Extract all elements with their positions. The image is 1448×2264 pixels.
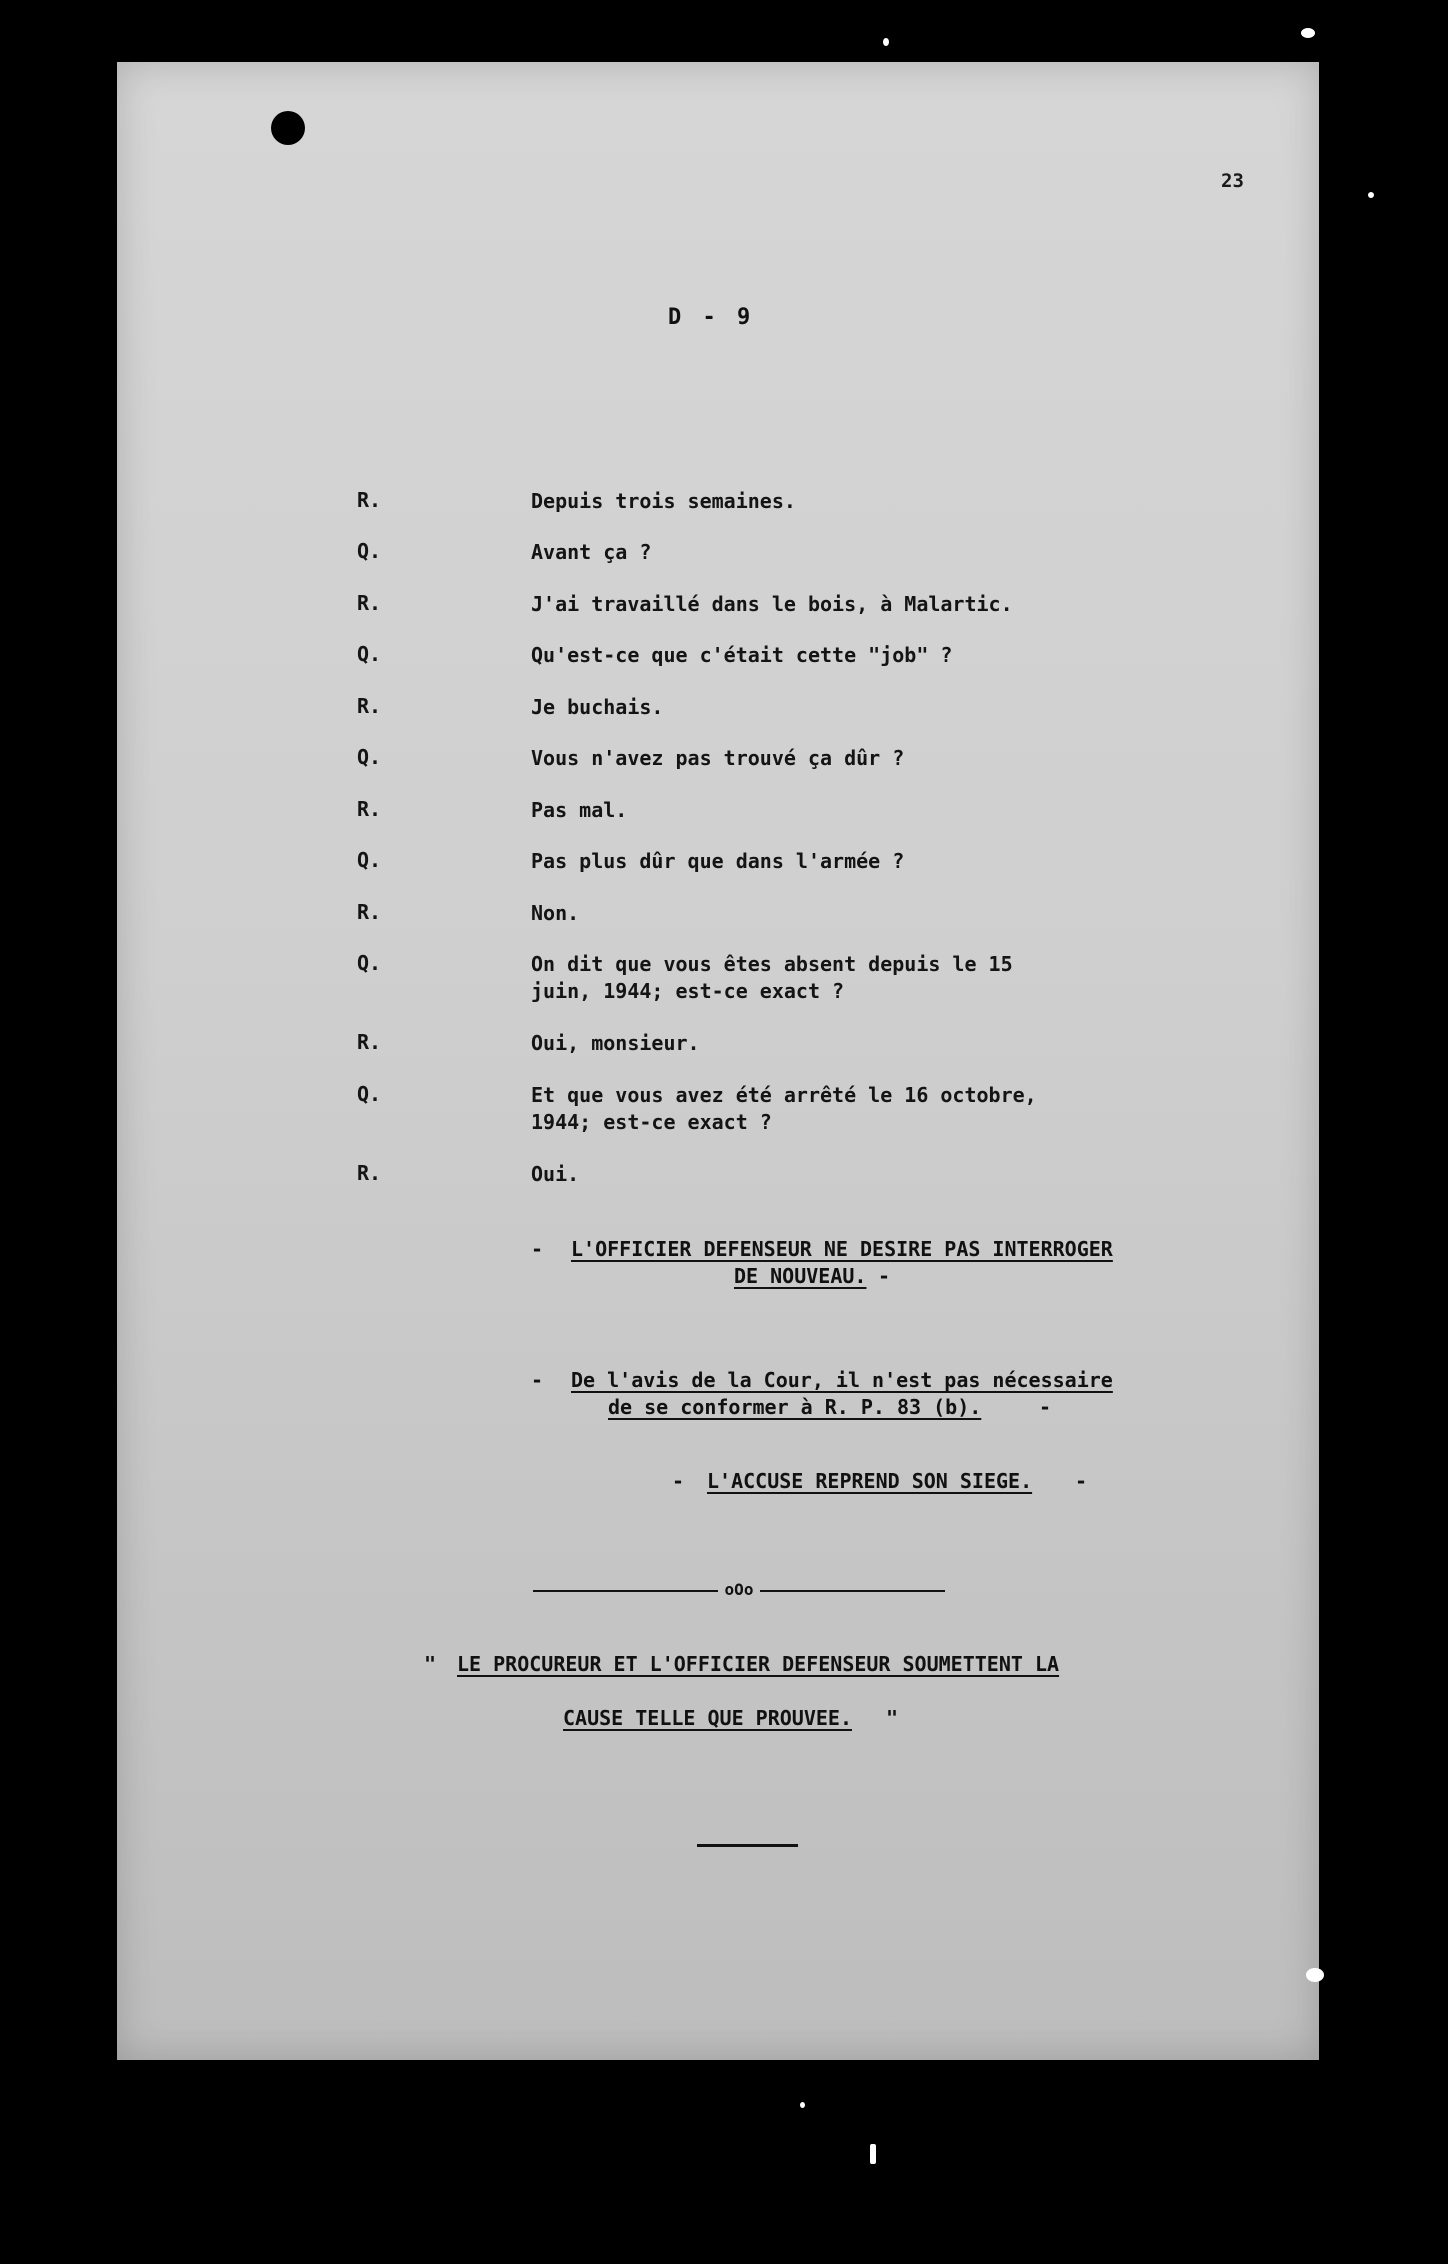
close-quote: " bbox=[886, 1706, 899, 1730]
dialogue-text: Depuis trois semaines. bbox=[531, 489, 796, 513]
document-id: D - 9 bbox=[668, 305, 755, 330]
dialogue-text: juin, 1944; est-ce exact ? bbox=[531, 979, 845, 1003]
speaker-label: R. bbox=[357, 1030, 382, 1054]
dialogue-text: J'ai travaillé dans le bois, à Malartic. bbox=[531, 592, 1013, 616]
dialogue-text: Pas plus dûr que dans l'armée ? bbox=[531, 849, 905, 873]
dialogue-text: Oui. bbox=[531, 1162, 580, 1186]
speaker-label: Q. bbox=[357, 848, 382, 872]
closing-statement: LE PROCUREUR ET L'OFFICIER DEFENSEUR SOUMETTENT LA bbox=[457, 1652, 1060, 1676]
dialogue-text: Qu'est-ce que c'était cette "job" ? bbox=[531, 643, 953, 667]
dialogue-text: Pas mal. bbox=[531, 798, 628, 822]
speaker-label: R. bbox=[357, 694, 382, 718]
page-number: 23 bbox=[1221, 170, 1244, 192]
section-divider: oOo bbox=[533, 1579, 945, 1601]
note-defense-no-questions-cont: DE NOUVEAU. bbox=[734, 1264, 867, 1288]
note-defense-no-questions: L'OFFICIER DEFENSEUR NE DESIRE PAS INTERROGER bbox=[571, 1237, 1113, 1261]
speaker-label: R. bbox=[357, 797, 382, 821]
note-dash: - bbox=[672, 1469, 685, 1493]
dialogue-text: Non. bbox=[531, 901, 580, 925]
speaker-label: R. bbox=[357, 1161, 382, 1185]
speaker-label: Q. bbox=[357, 951, 382, 975]
speaker-label: Q. bbox=[357, 745, 382, 769]
document-page bbox=[117, 62, 1319, 2060]
note-end-dash: - bbox=[1075, 1469, 1088, 1493]
note-dash: - bbox=[531, 1368, 544, 1392]
dialogue-text: Je buchais. bbox=[531, 695, 664, 719]
speaker-label: Q. bbox=[357, 642, 382, 666]
note-end-dash: - bbox=[878, 1264, 891, 1288]
speaker-label: R. bbox=[357, 488, 382, 512]
dialogue-text: Et que vous avez été arrêté le 16 octobre, bbox=[531, 1083, 1037, 1107]
dialogue-text: Oui, monsieur. bbox=[531, 1031, 700, 1055]
note-court-opinion-cont: de se conformer à R. P. 83 (b). bbox=[608, 1395, 982, 1419]
note-end-dash: - bbox=[1039, 1395, 1052, 1419]
scan-speck bbox=[1368, 192, 1374, 198]
speaker-label: R. bbox=[357, 591, 382, 615]
scan-speck bbox=[800, 2102, 805, 2108]
note-dash: - bbox=[531, 1237, 544, 1261]
scan-speck bbox=[1301, 28, 1315, 38]
open-quote: " bbox=[424, 1652, 437, 1676]
note-accused-returns: L'ACCUSE REPREND SON SIEGE. bbox=[707, 1469, 1033, 1493]
closing-statement-cont: CAUSE TELLE QUE PROUVEE. bbox=[563, 1706, 852, 1730]
dialogue-text: On dit que vous êtes absent depuis le 15 bbox=[531, 952, 1013, 976]
note-court-opinion: De l'avis de la Cour, il n'est pas nécessaire bbox=[571, 1368, 1113, 1392]
dialogue-text: Vous n'avez pas trouvé ça dûr ? bbox=[531, 746, 905, 770]
speaker-label: R. bbox=[357, 900, 382, 924]
speaker-label: Q. bbox=[357, 539, 382, 563]
scan-speck bbox=[1306, 1968, 1324, 1982]
speaker-label: Q. bbox=[357, 1082, 382, 1106]
scan-speck bbox=[883, 38, 889, 46]
dialogue-text: Avant ça ? bbox=[531, 540, 652, 564]
scan-speck bbox=[870, 2144, 876, 2164]
dialogue-text: 1944; est-ce exact ? bbox=[531, 1110, 772, 1134]
punch-hole bbox=[271, 111, 305, 145]
end-rule bbox=[697, 1844, 798, 1847]
